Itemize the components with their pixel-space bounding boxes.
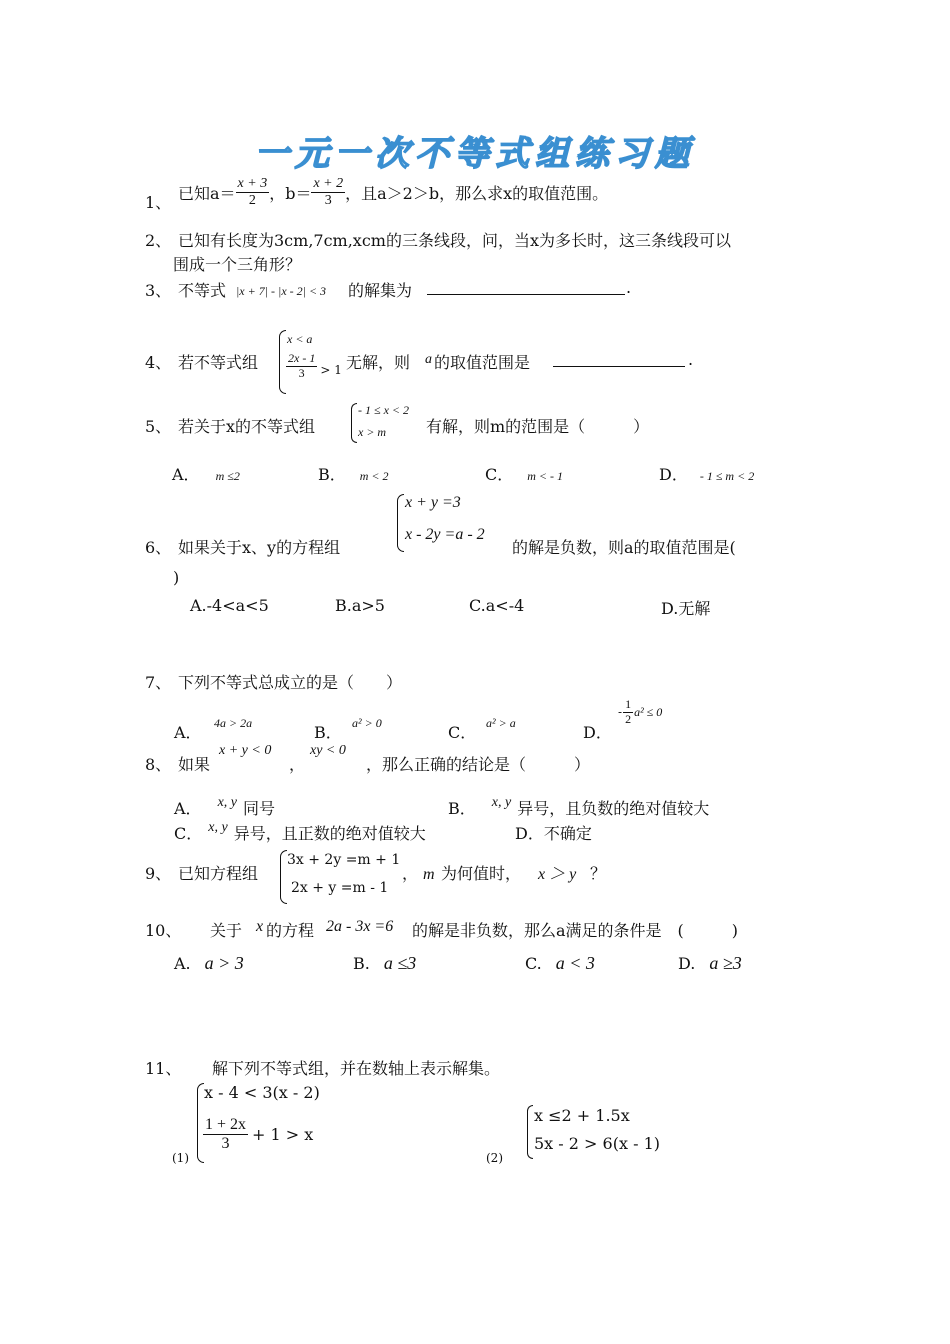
question-3-number: 3、 [145, 281, 172, 300]
answer-blank [427, 294, 625, 295]
part-1-label: (1) [172, 1151, 189, 1165]
q9-row-1: 3x + 2y =m + 1 [287, 852, 401, 868]
option-a: A． x, y 同号 [174, 795, 276, 818]
system-brace [397, 494, 404, 552]
q3-text-b: 的解集为 [348, 281, 413, 300]
q6-row-2: x - 2y =a - 2 [405, 526, 485, 543]
option-d: D．不确定 [515, 824, 592, 843]
question-11-number: 11、 [145, 1059, 182, 1078]
variable-a: a [425, 352, 432, 367]
system-brace [279, 330, 286, 394]
system-brace [280, 850, 287, 904]
part-1-row-1: x - 4 < 3(x - 2) [204, 1083, 320, 1102]
option-a: A.-4<a<5 [190, 596, 269, 615]
variable-x: x [256, 918, 264, 935]
q10-text-b: 的方程 [266, 921, 315, 940]
part-1-row-2: $\frac{1 + 2x}{3}$ + 1 > x [205, 1116, 314, 1153]
q4-row-1: x < a [287, 332, 313, 346]
q5-row-1: - 1 ≤ x < 2 [358, 403, 410, 417]
q8-expr-2: xy < 0 [310, 743, 346, 758]
question-10-number: 10、 [145, 921, 182, 940]
q9-text-a: 已知方程组 [178, 864, 259, 883]
q5-row-2: x > m [358, 425, 387, 439]
absolute-value-expression: |x + 7| - |x - 2| < 3 [236, 284, 327, 298]
q11-text: 解下列不等式组，并在数轴上表示解集。 [212, 1059, 501, 1078]
part-2-label: (2) [486, 1151, 503, 1165]
question-2-number: 2、 [145, 231, 172, 250]
option-b: B. a ≤3 [353, 953, 417, 973]
q6-close-paren: ) [173, 568, 180, 587]
q5-text-a: 若关于x的不等式组 [178, 417, 316, 436]
q4-text-a: 若不等式组 [178, 353, 259, 372]
option-b: B.a>5 [335, 596, 385, 615]
option-a: A． m ≤2 [172, 465, 240, 484]
option-c: C.a<-4 [469, 596, 525, 615]
page-title: 一元一次不等式组练习题 [255, 134, 695, 174]
q9-text-b: ， [402, 864, 419, 883]
q1-text-b: ，b＝ [269, 184, 312, 204]
part-2-row-1: x ≤2 + 1.5x [534, 1106, 630, 1125]
q4-text-c: 的取值范围是 [434, 353, 531, 372]
option-a: A. a > 3 [174, 953, 244, 973]
fraction-a: $\frac{x + 3}{2}$ [237, 176, 268, 209]
question-8-number: 8、 [145, 755, 172, 774]
fraction-b: $\frac{x + 2}{3}$ [313, 176, 344, 209]
q6-row-1: x + y =3 [405, 494, 461, 511]
variable-m: m [423, 866, 435, 883]
question-1 [178, 176, 608, 209]
option-d: D． - 1 ≤ m < 2 [659, 465, 755, 484]
q9-condition: x ＞ y [538, 866, 577, 883]
option-d-expr: - $\frac{1}{2}$ a² ≤ 0 [618, 697, 663, 726]
q9-question-mark: ？ [590, 864, 607, 883]
question-2-line-2: 围成一个三角形？ [173, 255, 302, 274]
q6-text-a: 如果关于x、y的方程组 [178, 538, 341, 557]
q9-row-2: 2x + y =m - 1 [291, 880, 389, 896]
option-a-expr: 4a > 2a [214, 716, 253, 730]
q4-text-b: 无解，则 [346, 353, 411, 372]
q8-text-b: ， [289, 755, 306, 774]
question-1-number: 1、 [145, 193, 172, 212]
question-6-number: 6、 [145, 538, 172, 557]
question-5-number: 5、 [145, 417, 172, 436]
q6-text-b: 的解是负数，则a的取值范围是( [512, 538, 736, 557]
option-b-expr: a² > 0 [352, 716, 382, 730]
question-2-line-1: 已知有长度为3cm,7cm,xcm的三条线段，问，当x为多长时，这三条线段可以 [178, 231, 731, 250]
q1-text-c: ，且a＞2＞b，那么求x的取值范围。 [345, 184, 609, 204]
q8-text-c: ，那么正确的结论是（ ） [366, 755, 591, 774]
q1-text-a: 已知a＝ [178, 184, 236, 204]
option-c: C． x, y 异号，且正数的绝对值较大 [174, 820, 426, 843]
q5-text-b: 有解，则m的范围是（ ） [426, 417, 650, 436]
system-brace [351, 403, 357, 443]
q10-text-c: 的解是非负数，那么a满足的条件是 ( ) [412, 921, 739, 940]
option-c: C． m < - 1 [485, 465, 564, 484]
q9-text-c: 为何值时， [441, 864, 522, 883]
q3-period: . [626, 278, 632, 297]
q10-equation: 2a - 3x =6 [326, 918, 394, 935]
q7-text: 下列不等式总成立的是（ ） [178, 673, 403, 692]
question-9-number: 9、 [145, 864, 172, 883]
option-c: C. a < 3 [525, 953, 595, 973]
q8-expr-1: x + y < 0 [219, 743, 272, 758]
answer-blank [553, 366, 685, 367]
system-brace [527, 1105, 533, 1159]
question-4-number: 4、 [145, 353, 172, 372]
option-d: D． [583, 723, 612, 742]
part-2-row-2: 5x - 2 > 6(x - 1) [534, 1134, 660, 1153]
option-d: D.无解 [661, 599, 711, 618]
question-7-number: 7、 [145, 673, 172, 692]
option-b: B． x, y 异号，且负数的绝对值较大 [448, 795, 710, 818]
option-d: D. a ≥3 [678, 953, 742, 973]
option-c-expr: a² > a [486, 716, 516, 730]
fraction: $\frac{2x - 1}{3}$ [288, 351, 316, 380]
q4-period: . [688, 350, 694, 369]
q4-row-2: $\frac{2x - 1}{3}$ > 1 [288, 351, 342, 380]
option-b: B． [314, 723, 342, 742]
option-a: A． [174, 723, 202, 742]
q10-text-a: 关于 [210, 921, 243, 940]
q8-text-a: 如果 [178, 755, 211, 774]
q3-text-a: 不等式 [178, 281, 227, 300]
option-c: C． [448, 723, 477, 742]
option-b: B． m < 2 [318, 465, 389, 484]
